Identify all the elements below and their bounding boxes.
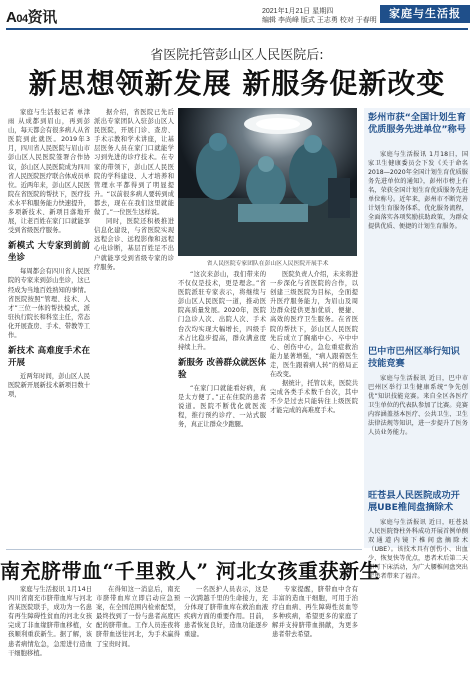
lead-byline: 家庭与生活报记者 单津雨 [8, 109, 90, 126]
lead-body-4b: 据统计，托管以来，医院共完成各类手术数千台次，其中不少是过去只能转往上级医院才能完成的高难度手术。 [270, 380, 358, 415]
sidebar-byline-2: 家庭与生活报讯 [380, 375, 427, 382]
sidebar-body-2: 近日，巴中市巴州区举行卫生健康系统“争先创优”知识技能竞赛。来自全区各医疗卫生单位的代表队参加了比赛。竞赛内容涵盖基本医疗、公共卫生、卫生法律法规等知识，进一步提升了医务人员业务能力。 [368, 375, 468, 436]
lead-column-3 [178, 270, 266, 548]
bottom-headline [0, 555, 380, 584]
sidebar-article-1 [368, 150, 468, 340]
bottom-headline-part2: 河北女孩重获新生 [208, 559, 380, 583]
bottom-column-4 [272, 585, 358, 683]
staff-line: 编辑 李尚峰 版式 王志勇 校对 于春明 [262, 17, 377, 24]
section-prefix: A [6, 9, 17, 26]
lead-subhead-3: 新服务 改善群众就医体验 [178, 357, 266, 380]
bottom-body-4: 专家提醒，脐带血中含有丰富的造血干细胞，可用于治疗白血病、再生障碍性贫血等多种疾病，希望更多的家庭了解并支持脐带血捐献，为更多患者带去希望。 [272, 586, 358, 639]
lead-body-1c: 近两年时间，彭山区人民医院新开展新技术新项目数十项， [8, 373, 90, 399]
section-label [6, 6, 57, 27]
date-line: 2021年1月21日 星期四 [262, 8, 334, 15]
lead-subhead-2: 新技术 高难度手术在开展 [8, 346, 90, 369]
page-header [0, 0, 474, 33]
sidebar-article-2 [368, 374, 468, 486]
bottom-byline: 家庭与生活报讯 1月14日 [20, 586, 92, 593]
surgery-photo [178, 108, 357, 256]
sidebar-headline-1: 彭州市获“全国计划生育优质服务先进单位”称号 [368, 112, 466, 135]
bottom-column-3 [184, 585, 268, 683]
bottom-body-1: 四川省南充市脐带血库与河北省某医院联手，成功为一名患有再生障碍性贫血的河北女孩完成了非血缘脐带血移植，女孩顺利重获新生。据了解，该患者病情危急，急需进行造血干细胞移植。 [8, 595, 92, 657]
surgery-photo-image [178, 108, 357, 256]
bottom-column-2 [96, 585, 180, 683]
lead-body-1b: 每周都会有四川省人民医院的专家来到彭山坐诊，这已经成为当地百姓熟知的事情。省医院按照“管理、技术、人才”三位一体的帮扶模式，派驻执行院长和科室主任，常态化开展查房、手术、带教等工作。 [8, 268, 90, 339]
sidebar-byline-1: 家庭与生活报讯 [380, 151, 427, 158]
lead-body-3b: “在家门口就能看好病，真是太方便了。”正在住院的患者说道。医院不断优化就医流程，推行预约诊疗、一站式服务，真正让群众少跑腿。 [178, 384, 266, 429]
lead-subhead-1: 新模式 大专家到前前坐诊 [8, 241, 90, 264]
masthead-logo: 家庭与生活报 [380, 5, 470, 23]
section-number: 04 [16, 13, 28, 25]
bottom-column-1 [8, 585, 92, 683]
lead-body-2: 据介绍，省医院已先后派出专家团队入驻彭山区人民医院，开展门诊、查房、手术示教和学术讲座，让基层医务人员在家门口就能学习到先进的诊疗技术。在专家的带领下，彭山区人民医院的学科建设、人才培养和管理水平都得到了明显提升。“以前很多病人要转到成都去，现在在我们这里就能做了。”一位医生这样说。 [94, 109, 174, 217]
lead-column-2 [94, 108, 174, 548]
lead-body-4: 医院负责人介绍，未来将进一步深化与省医院的合作，以创建三级医院为目标，全面提升医疗服务能力，为眉山及周边群众提供更加优质、便捷、高效的医疗卫生服务。在省医院的帮扶下，彭山区人民医院先后成立了胸痛中心、卒中中心、创伤中心，急危重症救治能力显著增强，“病人跟着医生走，医生跟着病人转”的格局正在改变。 [270, 271, 358, 379]
sidebar-body-1: 1月18日，国家卫生健康委员会下发《关于命名2018—2020年全国计划生育优质服务先进单位的通知》，彭州市榜上有名，荣获全国计划生育优质服务先进单位称号。近年来，彭州市不断完善计划生育服务体系，优化服务流程，全面落实各项奖励扶助政策，为群众提供优质、便捷的计划生育服务。 [368, 151, 468, 230]
sidebar-headline-2: 巴中市巴州区举行知识技能竞赛 [368, 346, 460, 369]
photo-caption: 省人民医院专家团队在彭山区人民医院开展手术 [206, 261, 329, 267]
lead-body-3: “这次来彭山，我们带来的不仅仅是技术，更是理念。”省医院派驻专家表示，将继续与彭山区人民医院一道，推动医院高质量发展。2020年，医院门急诊人次、出院人次、手术台次均实现大幅增长，四级手术占比稳步提高，群众满意度持续上升。 [178, 271, 266, 351]
bottom-body-3: 一名医护人员表示，这是一次跨越千里的生命接力，充分体现了脐带血库在救治血液疾病方面的重要作用。目前，患者恢复良好，造血功能逐步重建。 [184, 586, 268, 639]
bottom-body-2: 在得知这一消息后，南充市脐带血库立即启动应急预案，在全国范围内检索配型，最终找到了一份与患者高度匹配的脐带血。工作人员连夜将脐带血送往河北，为手术赢得了宝贵时间。 [96, 586, 180, 648]
bottom-headline-part1: 南充脐带血 [0, 559, 103, 583]
lead-kicker: 省医院托管彭山区人民医院后: [150, 48, 324, 63]
section-name: 资讯 [27, 9, 57, 26]
lead-headline: 新思想领新发展 新服务促新改变 [28, 67, 446, 100]
header-rule [6, 28, 468, 30]
lead-column-1 [8, 108, 90, 548]
lead-body-1: 从成都到眉山，再到彭山，每天都会有很多病人从省医院到此就医。2019年3月，四川省人民医院与眉山市彭山区人民医院签署合作协议，彭山区人民医院成为四川省人民医院医疗联合体成员单位。近两年来，彭山区人民医院在省医院的帮扶下，医疗技术水平和服务能力快速提升，多项新技术、新项目落地开展，让老百姓在家门口就能享受到省级医疗服务。 [8, 118, 90, 235]
bottom-divider [6, 549, 362, 550]
bottom-headline-quote: “千里救人” [102, 559, 209, 583]
lead-column-4 [270, 270, 358, 548]
sidebar-byline-3: 家庭与生活报讯 [380, 519, 427, 526]
lead-body-2b: 同时，医院还积极推进信息化建设，与省医院实现远程会诊、远程影像和远程心电诊断，基层百姓足不出户就能享受到省级专家的诊疗服务。 [94, 218, 174, 271]
sidebar-headline-3: 旺苍县人民医院成功开展UBE椎间盘摘除术 [368, 490, 460, 513]
sidebar-article-3 [368, 518, 468, 683]
sidebar-body-3: 近日，旺苍县人民医院脊柱外科成功开展首例单侧双通道内镜下椎间盘摘除术（UBE）。该技术具有创伤小、出血少、恢复快等优点，患者术后第二天即可下床活动，为广大腰椎间盘突出症患者带来了福音。 [368, 519, 468, 580]
